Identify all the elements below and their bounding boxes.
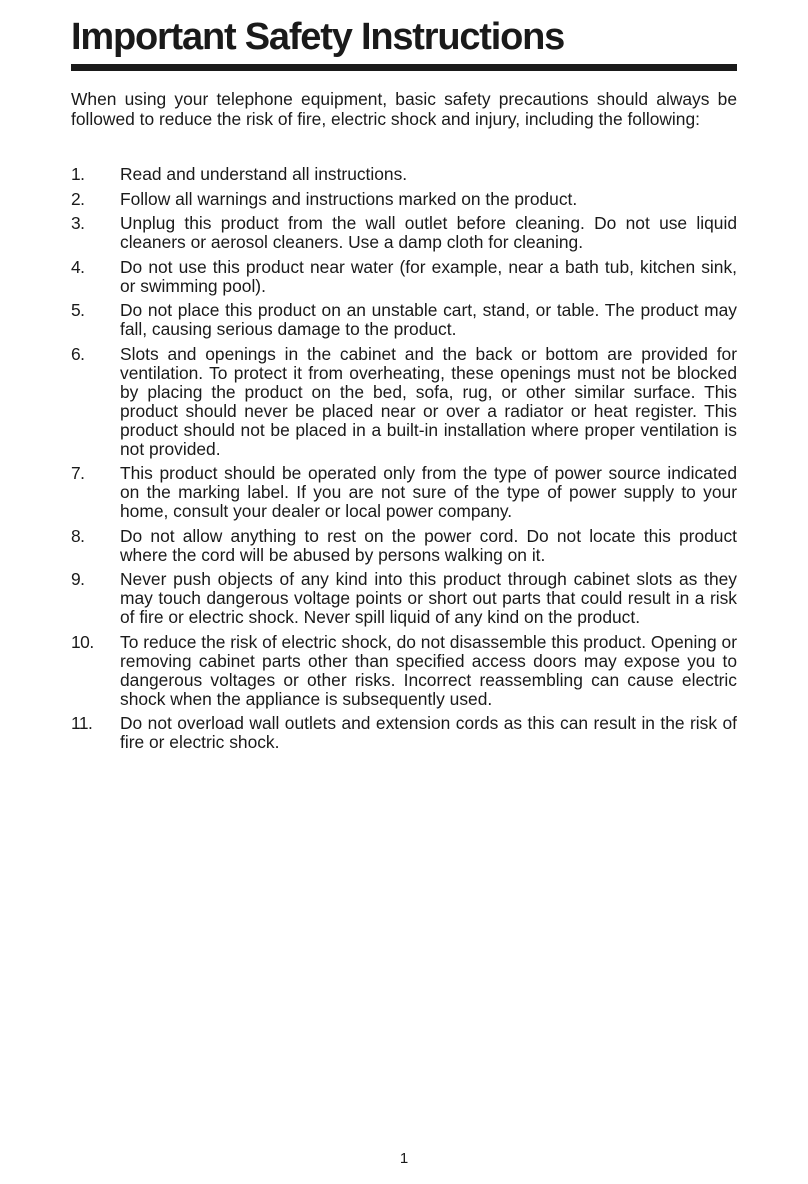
- item-text: Do not overload wall outlets and extension cords as this can result in the risk of fire or electric shock.: [120, 713, 737, 752]
- instruction-item: [71, 714, 737, 752]
- item-number: 1.: [71, 164, 85, 184]
- instruction-item: [71, 570, 737, 627]
- item-number: 10.: [71, 631, 94, 652]
- page-number: 1: [399, 1150, 409, 1167]
- item-text: Do not use this product near water (for example, near a bath tub, kitchen sink, or swimming pool).: [120, 256, 737, 296]
- item-text: Slots and openings in the cabinet and the back or bottom are provided for ventilation. To protect it from overheating, these openings must not be blocked by placing the product on the bed, sofa, rug, or other similar surface. This product should never be placed near or over a radiator or heat register. This product should not be placed in a built-in installation where proper ventilation is not provided.: [120, 343, 737, 459]
- item-text: To reduce the risk of electric shock, do not disassemble this product. Opening or removing cabinet parts other than specified access doors may expose you to dangerous voltages or other risks. Incorrect reassembling can cause electric shock when the appliance is subsequently used.: [120, 631, 737, 709]
- item-number: 2.: [71, 188, 85, 209]
- item-number: 5.: [71, 300, 85, 320]
- instruction-item: [71, 258, 737, 296]
- item-text: Do not allow anything to rest on the power cord. Do not locate this product where the cord will be abused by persons walking on it.: [120, 525, 737, 565]
- instruction-item: [71, 633, 737, 709]
- instruction-item: [71, 464, 737, 521]
- intro-paragraph: When using your telephone equipment, basic safety precautions should always be followed to reduce the risk of fire, electric shock and injury, including the following:: [71, 89, 737, 129]
- instruction-item: [71, 190, 737, 209]
- item-number: 9.: [71, 569, 85, 589]
- item-text: Do not place this product on an unstable cart, stand, or table. The product may fall, causing serious damage to the product.: [120, 300, 737, 339]
- page-title: Important Safety Instructions: [71, 16, 565, 58]
- item-number: 6.: [71, 343, 85, 364]
- instruction-list: [71, 165, 737, 758]
- instruction-item: [71, 301, 737, 339]
- item-number: 4.: [71, 256, 85, 277]
- item-number: 7.: [71, 463, 85, 483]
- instruction-item: [71, 345, 737, 459]
- title-underline-rule: [71, 64, 737, 71]
- item-text: This product should be operated only from the type of power source indicated on the marking label. If you are not sure of the type of power supply to your home, consult your dealer or local power company.: [120, 463, 737, 521]
- instruction-item: [71, 214, 737, 252]
- item-text: Read and understand all instructions.: [120, 164, 408, 184]
- item-text: Follow all warnings and instructions marked on the product.: [120, 188, 578, 209]
- item-text: Unplug this product from the wall outlet before cleaning. Do not use liquid cleaners or aerosol cleaners. Use a damp cloth for cleaning.: [120, 213, 737, 252]
- item-number: 3.: [71, 213, 85, 233]
- item-text: Never push objects of any kind into this product through cabinet slots as they may touch dangerous voltage points or short out parts that could result in a risk of fire or electric shock. Never spill liquid of any kind on the product.: [120, 569, 737, 627]
- instruction-item: [71, 165, 737, 184]
- item-number: 11.: [71, 713, 93, 733]
- item-number: 8.: [71, 525, 85, 546]
- instruction-item: [71, 527, 737, 565]
